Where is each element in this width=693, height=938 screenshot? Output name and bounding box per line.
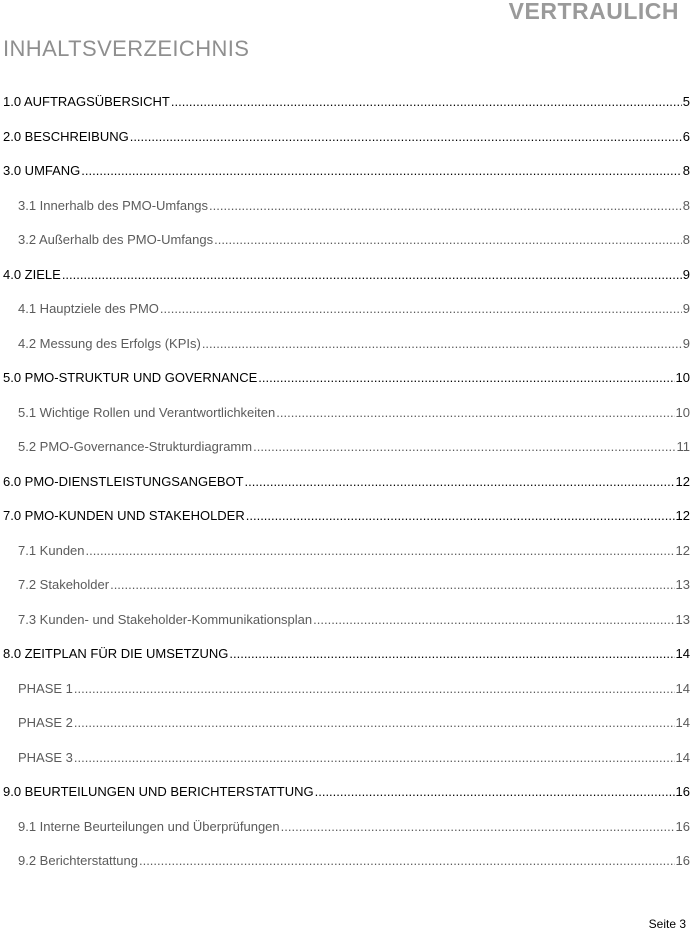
toc-entry-page-number: 9 bbox=[682, 335, 690, 351]
dot-leader bbox=[214, 232, 682, 248]
toc-entry-page-number: 6 bbox=[682, 128, 690, 144]
toc-entry-page-number: 10 bbox=[675, 370, 690, 385]
toc-entry-label: 4.2 Messung des Erfolgs (KPIs) bbox=[18, 335, 201, 351]
toc-entry-section[interactable] bbox=[3, 474, 690, 490]
toc-heading: INHALTSVERZEICHNIS bbox=[3, 36, 250, 61]
toc-entry-section[interactable] bbox=[3, 129, 690, 145]
toc-entry-page-number: 12 bbox=[675, 508, 690, 523]
toc-entry-label: 9.0 BEURTEILUNGEN UND BERICHTERSTATTUNG bbox=[3, 784, 314, 799]
toc-entry-page-number: 9 bbox=[682, 301, 690, 316]
toc-entry-page-number: 14 bbox=[675, 715, 690, 730]
toc-entry-subsection[interactable] bbox=[18, 543, 690, 559]
toc-entry-subsection[interactable] bbox=[18, 198, 690, 214]
toc-entry-label: 2.0 BESCHREIBUNG bbox=[3, 128, 129, 144]
toc-entry-section[interactable] bbox=[3, 646, 690, 662]
toc-entry-subsection[interactable] bbox=[18, 681, 690, 697]
toc-entry-page-number: 5 bbox=[682, 94, 690, 109]
dot-leader bbox=[246, 508, 675, 524]
toc-entry-label: 4.0 ZIELE bbox=[3, 266, 61, 282]
toc-entry-label: 9.2 Berichterstattung bbox=[18, 853, 138, 868]
toc-entry-page-number: 8 bbox=[682, 163, 690, 178]
dot-leader bbox=[160, 301, 682, 317]
toc-entry-section[interactable] bbox=[3, 94, 690, 110]
dot-leader bbox=[110, 577, 674, 593]
toc-entry-label: 5.0 PMO-STRUKTUR UND GOVERNANCE bbox=[3, 370, 258, 385]
toc-entry-label: 3.0 UMFANG bbox=[3, 163, 81, 178]
dot-leader bbox=[229, 646, 674, 662]
toc-entry-subsection[interactable] bbox=[18, 577, 690, 593]
toc-entry-subsection[interactable] bbox=[18, 750, 690, 766]
toc-entry-label: PHASE 2 bbox=[18, 715, 73, 730]
dot-leader bbox=[130, 129, 682, 145]
toc-entry-label: 6.0 PMO-DIENSTLEISTUNGSANGEBOT bbox=[3, 473, 244, 489]
toc-entry-page-number: 9 bbox=[682, 266, 690, 282]
toc-entry-subsection[interactable] bbox=[18, 439, 690, 455]
toc-entry-label: 3.1 Innerhalb des PMO-Umfangs bbox=[18, 197, 209, 213]
dot-leader bbox=[81, 163, 681, 179]
toc-entry-page-number: 12 bbox=[675, 542, 690, 558]
toc-entry-page-number: 16 bbox=[675, 784, 690, 799]
toc-entry-subsection[interactable] bbox=[18, 232, 690, 248]
toc-entry-page-number: 13 bbox=[675, 611, 690, 627]
toc-entry-subsection[interactable] bbox=[18, 336, 690, 352]
toc-entry-label: 8.0 ZEITPLAN FÜR DIE UMSETZUNG bbox=[3, 646, 229, 661]
toc-entry-page-number: 14 bbox=[675, 646, 690, 661]
toc-entry-subsection[interactable] bbox=[18, 819, 690, 835]
dot-leader bbox=[74, 750, 675, 766]
confidential-marking: VERTRAULICH bbox=[508, 0, 679, 24]
dot-leader bbox=[202, 336, 682, 352]
dot-leader bbox=[313, 612, 674, 628]
toc-entry-label: 9.1 Interne Beurteilungen und Überprüfungen bbox=[18, 818, 280, 834]
toc-entry-subsection[interactable] bbox=[18, 301, 690, 317]
toc-entry-page-number: 13 bbox=[675, 577, 690, 592]
dot-leader bbox=[74, 715, 675, 731]
toc-entry-subsection[interactable] bbox=[18, 853, 690, 869]
dot-leader bbox=[74, 681, 675, 697]
toc-entry-page-number: 11 bbox=[676, 439, 690, 454]
dot-leader bbox=[139, 853, 675, 869]
toc-entry-page-number: 8 bbox=[682, 232, 690, 247]
toc-entry-section[interactable] bbox=[3, 508, 690, 524]
toc-entry-page-number: 16 bbox=[675, 853, 690, 868]
dot-leader bbox=[86, 543, 675, 559]
toc-entry-page-number: 8 bbox=[682, 197, 690, 213]
toc-entry-label: 4.1 Hauptziele des PMO bbox=[18, 301, 159, 316]
toc-entry-page-number: 10 bbox=[675, 404, 690, 420]
dot-leader bbox=[209, 198, 682, 214]
dot-leader bbox=[245, 474, 675, 490]
toc-entry-subsection[interactable] bbox=[18, 612, 690, 628]
toc-entry-label: 7.2 Stakeholder bbox=[18, 577, 110, 592]
toc-entry-page-number: 16 bbox=[675, 818, 690, 834]
toc-entry-section[interactable] bbox=[3, 163, 690, 179]
dot-leader bbox=[62, 267, 682, 283]
toc-entry-label: 7.0 PMO-KUNDEN UND STAKEHOLDER bbox=[3, 508, 245, 523]
toc-entry-section[interactable] bbox=[3, 784, 690, 800]
toc-entry-page-number: 12 bbox=[675, 473, 690, 489]
toc-entry-section[interactable] bbox=[3, 370, 690, 386]
toc-entry-label: 1.0 AUFTRAGSÜBERSICHT bbox=[3, 94, 170, 109]
dot-leader bbox=[315, 784, 675, 800]
dot-leader bbox=[276, 405, 674, 421]
dot-leader bbox=[171, 94, 682, 110]
dot-leader bbox=[281, 819, 675, 835]
dot-leader bbox=[253, 439, 675, 455]
dot-leader bbox=[258, 370, 674, 386]
toc-entry-label: 5.2 PMO-Governance-Strukturdiagramm bbox=[18, 439, 253, 454]
toc-entry-label: 5.1 Wichtige Rollen und Verantwortlichkeiten bbox=[18, 404, 276, 420]
toc-entry-page-number: 14 bbox=[675, 680, 690, 696]
toc-entry-label: 3.2 Außerhalb des PMO-Umfangs bbox=[18, 232, 214, 247]
toc-entry-subsection[interactable] bbox=[18, 715, 690, 731]
toc-entry-subsection[interactable] bbox=[18, 405, 690, 421]
toc-entry-page-number: 14 bbox=[675, 749, 690, 765]
toc-entry-label: PHASE 1 bbox=[18, 680, 73, 696]
toc-entry-section[interactable] bbox=[3, 267, 690, 283]
toc-entry-label: 7.1 Kunden bbox=[18, 542, 85, 558]
toc-entry-label: PHASE 3 bbox=[18, 749, 73, 765]
page-number-footer: Seite 3 bbox=[648, 917, 686, 931]
toc-entry-label: 7.3 Kunden- und Stakeholder-Kommunikationsplan bbox=[18, 611, 313, 627]
